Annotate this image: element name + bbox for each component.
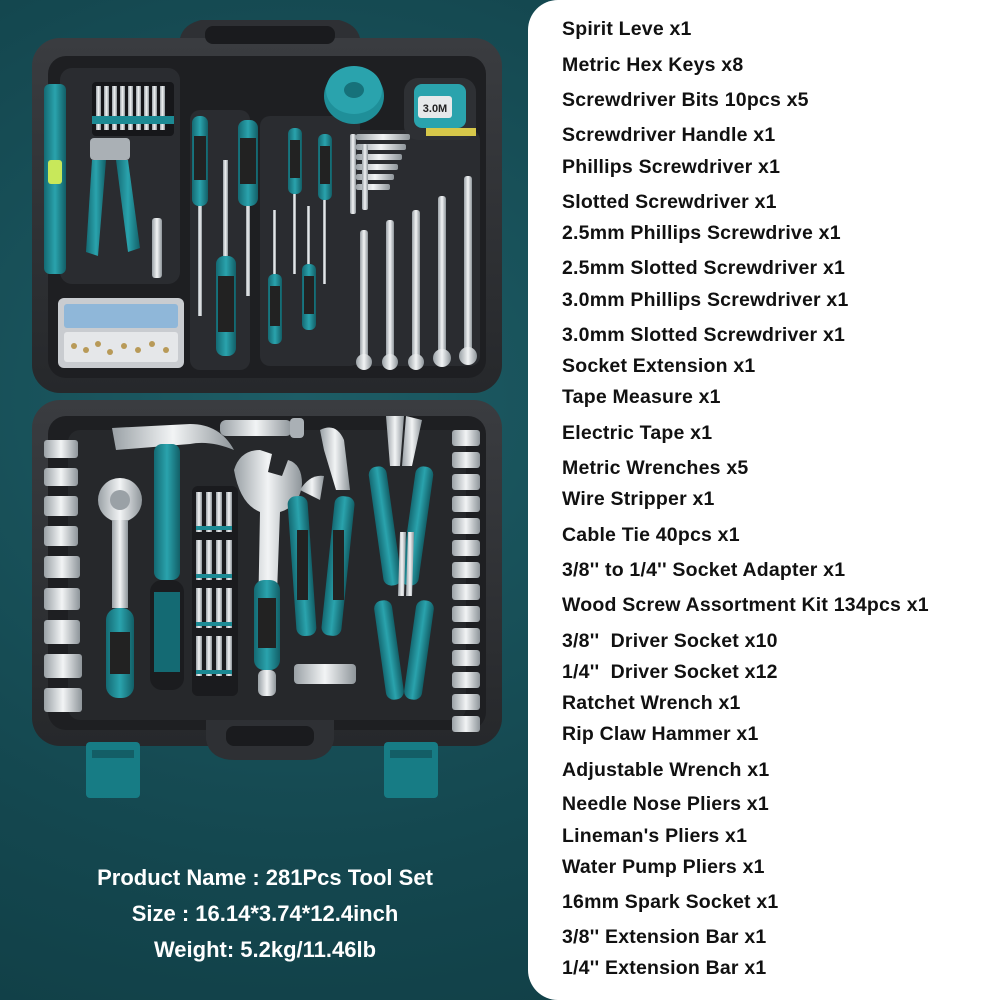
screwdriver-handle	[220, 418, 304, 438]
list-item: Screwdriver Bits 10pcs x5	[562, 89, 809, 111]
list-item: 1/4'' Driver Socket x12	[562, 661, 778, 683]
list-item: Metric Hex Keys x8	[562, 54, 744, 76]
list-item: Cable Tie 40pcs x1	[562, 524, 740, 546]
list-item: 1/4'' Extension Bar x1	[562, 957, 767, 979]
list-item: Tape Measure x1	[562, 386, 721, 408]
list-item: Ratchet Wrench x1	[562, 692, 741, 714]
list-item: 3/8'' Driver Socket x10	[562, 630, 778, 652]
list-item: 16mm Spark Socket x1	[562, 891, 779, 913]
list-item: Spirit Leve x1	[562, 18, 692, 40]
sockets-left-column	[44, 440, 82, 712]
electric-tape	[324, 66, 384, 124]
list-item: 3/8'' to 1/4'' Socket Adapter x1	[562, 559, 846, 581]
list-item: 3/8'' Extension Bar x1	[562, 926, 767, 948]
list-item: Rip Claw Hammer x1	[562, 723, 759, 745]
list-item: Lineman's Pliers x1	[562, 825, 748, 847]
tape-measure-label: 3.0M	[422, 103, 448, 115]
list-item: Wire Stripper x1	[562, 488, 715, 510]
spirit-level	[44, 84, 66, 274]
list-item: Socket Extension x1	[562, 355, 756, 377]
list-item: 3.0mm Slotted Screwdriver x1	[562, 324, 846, 346]
screwdriver-bits	[92, 82, 174, 136]
product-size: Size : 16.14*3.74*12.4inch	[131, 901, 399, 926]
socket-extension	[152, 218, 162, 278]
product-name: Product Name : 281Pcs Tool Set	[97, 865, 433, 890]
list-item: Phillips Screwdriver x1	[562, 156, 781, 178]
list-item: Electric Tape x1	[562, 422, 713, 444]
product-info	[20, 860, 510, 968]
toolbox-illustration	[20, 20, 520, 800]
list-item: Water Pump Pliers x1	[562, 856, 765, 878]
product-weight: Weight: 5.2kg/11.46lb	[153, 937, 377, 962]
list-item: 3.0mm Phillips Screwdriver x1	[562, 289, 849, 311]
list-item: Adjustable Wrench x1	[562, 759, 770, 781]
list-item: 2.5mm Phillips Screwdrive x1	[562, 222, 841, 244]
list-item: Wood Screw Assortment Kit 134pcs x1	[562, 594, 929, 616]
bit-set	[192, 486, 238, 696]
tape-measure	[404, 78, 476, 140]
list-item: Screwdriver Handle x1	[562, 124, 776, 146]
list-item: Slotted Screwdriver x1	[562, 191, 777, 213]
wood-screw-kit	[58, 298, 184, 368]
list-item: Metric Wrenches x5	[562, 457, 749, 479]
parts-list-panel	[528, 0, 1000, 1000]
list-item: 2.5mm Slotted Screwdriver x1	[562, 257, 846, 279]
spark-socket	[294, 664, 356, 684]
list-item: Needle Nose Pliers x1	[562, 793, 769, 815]
